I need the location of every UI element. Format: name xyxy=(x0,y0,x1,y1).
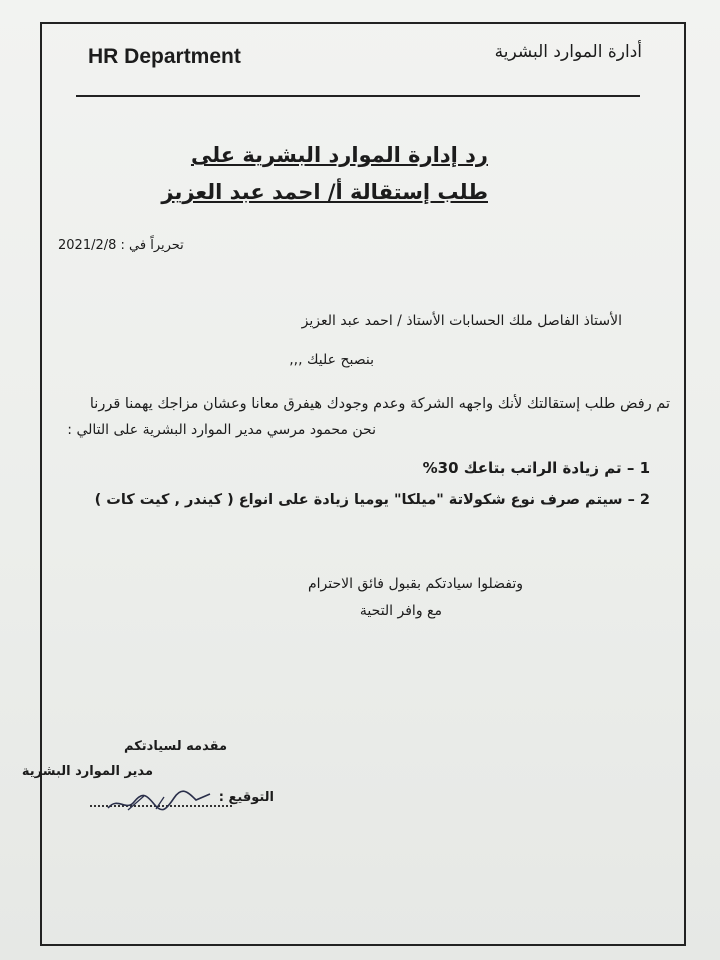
handwritten-signature xyxy=(104,782,214,814)
header-english: HR Department xyxy=(88,45,241,68)
header-rule xyxy=(76,95,640,97)
paragraph-line-2: نحن محمود مرسي مدير الموارد البشرية على التالي : xyxy=(67,422,376,438)
title-line-1: رد إدارة الموارد البشرية على xyxy=(190,143,488,167)
greeting: بنصبح عليك ,,, xyxy=(289,352,374,368)
date-line: تحريراً في : 2021/2/8 xyxy=(58,238,184,253)
title-line-2: طلب إستقالة أ/ احمد عبد العزيز xyxy=(161,180,488,204)
closing-line-1: وتفضلوا سيادتكم بقبول فائق الاحترام xyxy=(307,576,523,592)
header-arabic: أدارة الموارد البشرية xyxy=(494,42,642,62)
addressee: الأستاذ الفاصل ملك الحسابات الأستاذ / احمد عبد العزيز xyxy=(301,313,622,329)
submitted-by: مقدمه لسيادتكم xyxy=(124,739,227,754)
signature-label: التوقيع : xyxy=(218,790,274,805)
list-item: 2 – سيتم صرف نوع شكولاتة "ميلكا" يوميا زيادة على انواع ( كيندر , كيت كات ) xyxy=(94,492,650,508)
closing-line-2: مع وافر التحية xyxy=(359,603,442,619)
signer-role: مدير الموارد البشرية xyxy=(21,764,153,779)
list-item: 1 – تم زيادة الراتب بتاعك 30% xyxy=(422,459,650,477)
paragraph-line-1: تم رفض طلب إستقالتك لأنك واجهه الشركة وعدم وجودك هيفرق معانا وعشان مزاجك يهمنا قررنا xyxy=(89,396,670,412)
